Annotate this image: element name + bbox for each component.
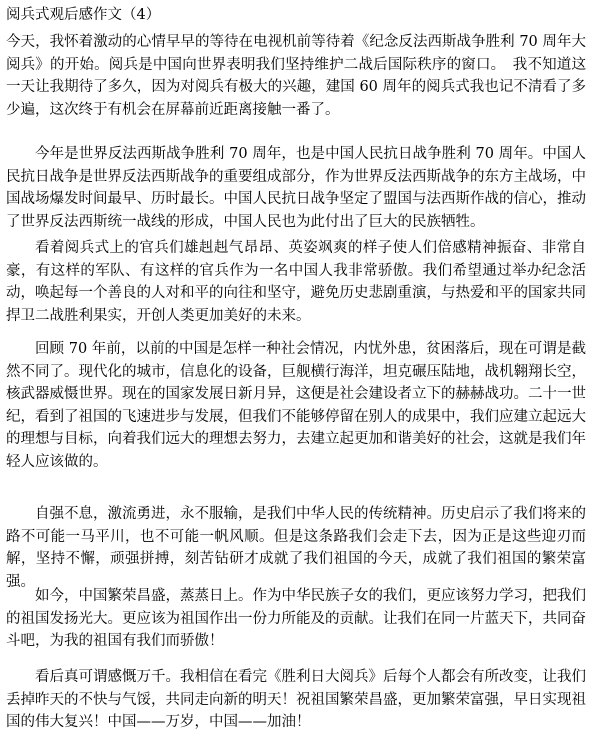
paragraph-4: 回顾 70 年前，以前的中国是怎样一种社会情况，内忧外患，贫困落后，现在可谓是截然不同了。现代化的城市，信息化的设备，巨舰横行海洋，坦克碾压陆地，战机翱翔长空，核武器威慑世界。现在的国家发展日新月异，这便是社会建设者立下的赫赫战功。二十一世纪，看到了祖国的飞速进步与发展，但我们不能够停留在别人的成果中，我们应建立起远大的理想与目标，向着我们远大的理想去努力，去建立起更加和谐美好的社会，这就是我们年轻人应该做的。: [6, 341, 586, 470]
paragraph-5: 自强不息，激流勇进，永不服输，是我们中华人民的传统精神。历史启示了我们将来的路不可能一马平川，也不可能一帆风顺。但是这条路我们会走下去，因为正是这些迎刃而解，坚持不懈，顽强拼搏，刻苦钻研才成就了我们祖国的今天，成就了我们祖国的繁荣富强。: [6, 506, 586, 590]
paragraph-7: 看后真可谓感慨万千。我相信在看完《胜利日大阅兵》后每个人都会有所改变，让我们丢掉昨天的不快与气馁，共同走向新的明天！祝祖国繁荣昌盛，更加繁荣富强，早日实现祖国的伟大复兴！中国——万岁，中国——加油！: [6, 669, 586, 731]
paragraph-2: 今年是世界反法西斯战争胜利 70 周年，也是中国人民抗日战争胜利 70 周年。中国人民抗日战争是世界反法西斯战争的重要组成部分，作为世界反法西斯战争的东方主战场，中国战场爆发时间最早、历时最长。中国人民抗日战争坚定了盟国与法西斯作战的信心，推动了世界反法西斯统一战线的形成，中国人民也为此付出了巨大的民族牺牲。: [6, 146, 586, 230]
paragraph-1: 今天，我怀着激动的心情早早的等待在电视机前等待着《纪念反法西斯战争胜利 70 周年大阅兵》的开始。阅兵是中国向世界表明我们坚持维护二战后国际秩序的窗口。 我不知道这一天让我期待了多久，因为对阅兵有极大的兴趣，建国 60 周年的阅兵式我也记不清看了多少遍，这次终于有机会在屏幕前近距离接触一番了。: [6, 34, 586, 118]
paragraph-6: 如今，中国繁荣昌盛，蒸蒸日上。作为中华民族子女的我们，更应该努力学习，把我们的祖国发扬光大。更应该为祖国作出一份力所能及的贡献。让我们在同一片蓝天下，共同奋斗吧，为我的祖国有我们而骄傲！: [6, 588, 586, 650]
document-title: 阅兵式观后感作文（4）: [6, 7, 161, 23]
paragraph-3: 看着阅兵式上的官兵们雄赳赳气昂昂、英姿飒爽的样子使人们倍感精神振奋、非常自豪，有这样的军队、有这样的官兵作为一名中国人我非常骄傲。我们希望通过举办纪念活动，唤起每一个善良的人对和平的向往和坚守，避免历史悲剧重演，与热爱和平的国家共同捍卫二战胜利果实，开创人类更加美好的未来。: [6, 240, 586, 324]
